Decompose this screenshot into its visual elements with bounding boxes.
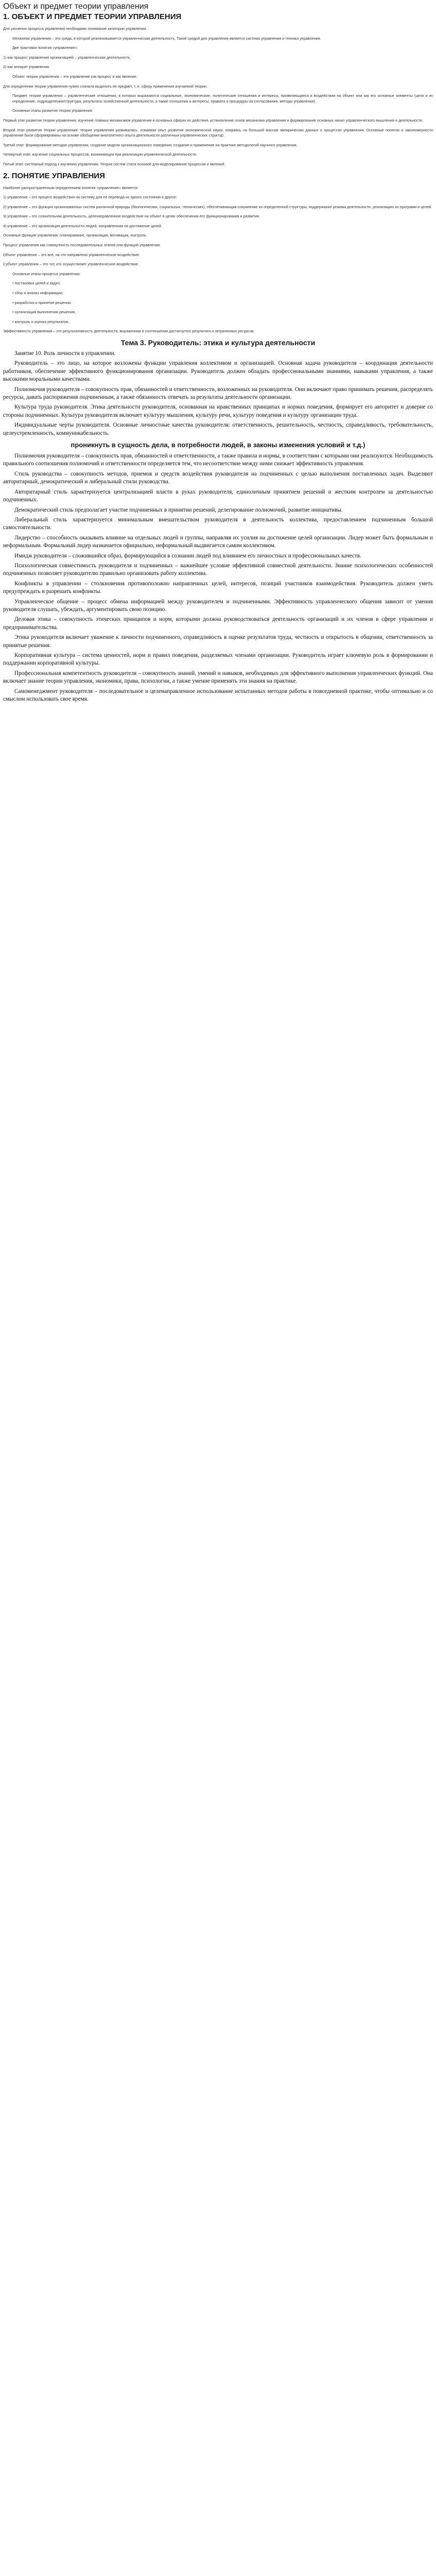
- paragraph: Демократический стиль предполагает участие подчиненных в принятии решений, делегирование полномочий, развитие инициативы.: [14, 506, 343, 513]
- section-heading-2: 2. ПОНЯТИЕ УПРАВЛЕНИЯ: [3, 171, 105, 180]
- paragraph: Руководитель – это лицо, на которое возложены функции управления коллективом и организацией. Основная задача руководителя – координация деятельности работников, обеспечение эффективного функционирования организации. Руководитель должен обладать профессиональными знаниями, навыками управления, а также высокими моральными качествами.: [3, 360, 433, 383]
- paragraph: 1) как процесс управления организацией – управленческая деятельность;: [3, 55, 131, 60]
- list-item: • постановка целей и задач;: [12, 281, 61, 286]
- paragraph: Либеральный стиль характеризуется минимальным вмешательством руководителя в деятельность коллектива, предоставлением подчиненным большой самостоятельности.: [3, 516, 433, 531]
- lesson-lead: Занятие 10. Роль личности в управлении.: [14, 350, 116, 357]
- theme-3-body: [3, 350, 433, 437]
- paragraph: 2) управление – это функция организованных систем различной природы (биологических, социальных, технических), обеспечивающая сохранение их определенной структуры, поддержание режима деятельности, реализацию их программ и целей.: [3, 204, 432, 209]
- paragraph: Управленческое общение – процесс обмена информацией между руководителем и подчиненными. Эффективность управленческого общения зависит от умения руководителя слушать, убеждать, аргументировать свою позицию.: [3, 598, 433, 613]
- section-1-body: [3, 26, 433, 167]
- paragraph: Культура труда руководителя. Этика деятельности руководителя, основанная на нравственных принципах и нормах поведения, формирует его авторитет и доверие со стороны подчиненных. Культура руководителя включает культуру мышления, культуру речи, культуру поведения и культуру организации труда.: [3, 404, 433, 418]
- paragraph: Объект теории управления – это управление как процесс и как явление.: [12, 74, 137, 79]
- paragraph: 1) управление – это процесс воздействия на систему для ее перевода из одного состояния в другое;: [3, 195, 177, 200]
- paragraph: Наиболее распространенным определением понятия «управление» является:: [3, 185, 138, 190]
- paragraph: Пятый этап: системный подход к изучению управления. Теория систем стала основой для моделирования процессов и явлений.: [3, 161, 225, 166]
- list-item: • организация выполнения решения;: [12, 310, 76, 315]
- paragraph: Корпоративная культура – система ценностей, норм и правил поведения, разделяемых членами организации. Руководитель играет ключевую роль в формировании и поддержании корпоративной культуры.: [3, 652, 433, 667]
- paragraph: 3) управление – это сознательная деятельность, целенаправленное воздействие на объект в целях обеспечения его функционирования и развития.: [3, 214, 260, 219]
- paragraph: Эффективность управления – это результативность деятельности, выраженная в соотношении достигнутого результата и затраченных ресурсов.: [3, 329, 255, 334]
- paragraph: Механизм управления – это среда, в которой реализовывается управленческая деятельность. Такой средой для управления является система управления и техника управления.: [12, 36, 321, 41]
- paragraph: Конфликты в управлении – столкновения противоположно направленных целей, интересов, позиций участников взаимодействия. Руководитель должен уметь предупреждать и разрешать конфликты.: [3, 580, 433, 595]
- paragraph: Третий этап: формирование методов управления; создание модели организационного поведения; создание и применение на практике методологий научного управления.: [3, 142, 298, 147]
- list-item: • разработка и принятие решения;: [12, 300, 72, 305]
- paragraph: Деловая этика – совокупность этических принципов и норм, которыми должна руководствоваться деятельность организаций и их членов в сфере управления и предпринимательства.: [3, 616, 433, 631]
- document-page: [0, 2, 436, 716]
- paragraph: Индивидуальные черты руководителя. Основные личностные качества руководителя: ответственность, решительность, честность, справедливость, требовательность, целеустремленность, коммуникабельность.: [3, 422, 433, 436]
- list-item: • контроль и оценка результатов.: [12, 319, 69, 324]
- paragraph: Объект управления – это всё, на что направлено управленческое воздействие.: [3, 252, 140, 257]
- paragraph: Предмет теории управления – управленческие отношения, в которых выражаются социальные, экономические, политические отношения и интересы, проявляющиеся в воздействии на объект или как его основные элементы (цели и их определение, подразделения/структура, результаты хозяйственной деятельности, а также отношения и интересы, правила и процедуры их согласования, методы управления).: [12, 93, 433, 104]
- paragraph: 2) как аппарат управления.: [3, 64, 50, 70]
- paragraph: Для уяснения процесса управления необходимо понимание категории управления.: [3, 26, 147, 31]
- section-2-body: [3, 185, 433, 335]
- paragraph: Имидж руководителя – сложившийся образ, формирующийся в сознании людей под влиянием его личностных и профессиональных качеств.: [14, 552, 361, 559]
- paragraph: Этика руководителя включает уважение к личности подчиненного, справедливость в оценке результатов труда, честность и открытость в общении, ответственность за принятые решения.: [3, 634, 433, 649]
- paragraph: Основные функции управления: планирование, организация, мотивация, контроль.: [3, 233, 147, 238]
- paragraph: Стиль руководства – совокупность методов, приемов и средств воздействия руководителя на подчиненных с целью выполнения поставленных задач. Выделяют авторитарный, демократический и либеральный стили руководства.: [3, 470, 433, 485]
- paragraph: Процесс управления как совокупность последовательных этапов или функций управления.: [3, 243, 161, 248]
- paragraph: Для определения теории управления нужно сначала выделить ее предмет, т. е. сферу применения изучаемой теории.: [3, 83, 208, 89]
- paragraph: Полномочия руководителя – совокупность прав, обязанностей и ответственности, а также правила и нормы, в соответствии с которыми они реализуются. Необходимость правильного соотношения полномочий и ответственности определяется тем, что несоответствие между ними снижает эффективность управления.: [3, 453, 433, 467]
- paragraph: Полномочия руководителя – совокупность прав, обязанностей и ответственности, возложенных на руководителя. Они включают право принимать решения, распределять ресурсы, давать распоряжения подчиненным, а также обязанность отвечать за результаты деятельности организации.: [3, 386, 433, 401]
- paragraph: Основные этапы развития теории управления:: [12, 108, 93, 113]
- paragraph: Второй этап развития теории управления: теория управления развивалась, осваивая опыт развития экономической науки, опираясь на большой массив эмпирических данных о процессах управления. Основные понятия и закономерности управления были сформированы на основе обобщения многолетнего опыта деятельности различных управленческих структур.: [3, 127, 433, 138]
- paragraph: Лидерство – способность оказывать влияние на отдельных людей и группы, направляя их усилия на достижение целей организации. Лидер может быть формальным и неформальным. Формальный лидер назначается официально, неформальный выдвигается самим коллективом.: [3, 534, 433, 549]
- paragraph: Авторитарный стиль характеризуется централизацией власти в руках руководителя, единоличным принятием решений и жестким контролем за деятельностью подчиненных.: [3, 488, 433, 503]
- theme-3-body-continued: [3, 452, 433, 703]
- emphasis-heading: проникнуть в сущность дела, в потребности людей, в законы изменения условий и т.д.): [71, 441, 365, 449]
- document-title: Объект и предмет теории управления: [3, 2, 149, 11]
- paragraph: 4) управление – это организация деятельности людей, направленная на достижение целей.: [3, 223, 162, 228]
- theme-heading: Тема 3. Руководитель: этика и культура деятельности: [120, 338, 316, 347]
- paragraph: Четвертый этап: изучение социальных процессов, возникающих при реализации управленческой деятельности.: [3, 152, 197, 157]
- section-heading-1: 1. ОБЪЕКТ И ПРЕДМЕТ ТЕОРИИ УПРАВЛЕНИЯ: [3, 12, 182, 21]
- paragraph: Две трактовки понятия «управление»:: [12, 45, 78, 50]
- list-item: • сбор и анализ информации;: [12, 291, 63, 296]
- paragraph: Психологическая совместимость руководителя и подчиненных – важнейшее условие эффективной совместной деятельности. Знание психологических особенностей подчиненных позволяет руководителю правильно организовать работу коллектива.: [3, 562, 433, 577]
- paragraph: Первый этап развития теории управления: изучение главных механизмов управления в основных сферах их действия, установление основ механизма управления и формирование основных начал управленческого мышления и деятельности.: [3, 117, 423, 123]
- paragraph: Профессиональная компетентность руководителя – совокупность знаний, умений и навыков, необходимых для эффективного выполнения управленческих функций. Она включает знание теории управления, экономики, права, психологии, а также умение применять эти знания на практике.: [3, 670, 433, 685]
- paragraph: Субъект управления – это тот, кто осуществляет управленческое воздействие.: [3, 262, 139, 267]
- paragraph: Самоменеджмент руководителя – последовательное и целенаправленное использование испытанных методов работы в повседневной практике, чтобы оптимально и со смыслом использовать свое время.: [3, 688, 433, 703]
- paragraph: Основные этапы процесса управления:: [12, 271, 81, 276]
